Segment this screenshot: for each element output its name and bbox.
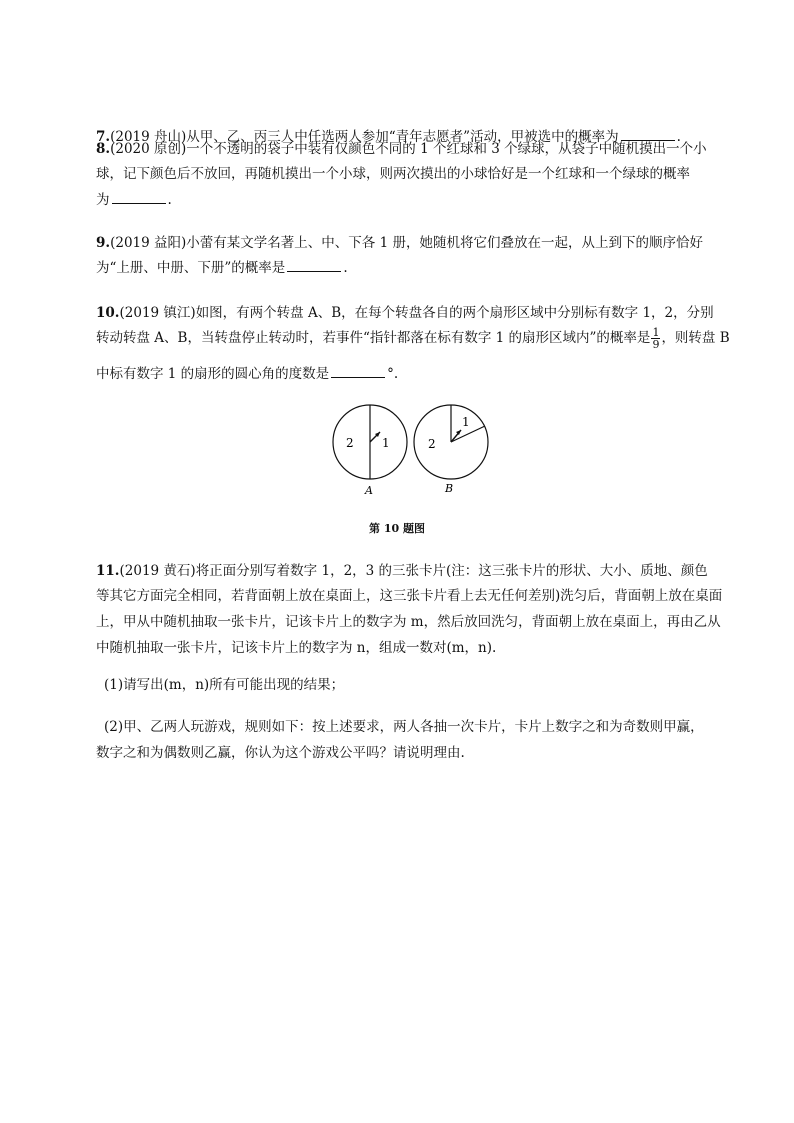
question-11-line2: 等其它方面完全相同，若背面朝上放在桌面上，这三张卡片看上去无任何差别)洗匀后，背面朝上放在桌面 [96,588,723,604]
spinner-a-name: A [365,484,373,497]
question-source: (2019 镇江) [119,305,196,321]
question-text: 小蕾有某文学名著上、中、下各 1 册，她随机将它们叠放在一起，从上到下的顺序恰好 [186,235,703,251]
question-number: 9. [96,235,111,251]
question-8-line2: 球，记下颜色后不放回，再随机摸出一个小球，则两次摸出的小球恰好是一个红球和一个绿球的概率 [96,166,690,182]
spinner-b-label-1: 1 [462,415,470,429]
fraction-numerator: 1 [652,326,660,339]
question-source: (2019 黄石) [119,563,196,579]
question-11-part-1: (1)请写出(m，n)所有可能出现的结果； [104,677,345,693]
spinner-figure [330,402,500,502]
question-11-part-2-line1: (2)甲、乙两人玩游戏，规则如下：按上述要求，两人各抽一次卡片，卡片上数字之和为奇数则甲赢， [104,719,704,735]
question-text: 为“上册、中册、下册”的概率是 [96,260,286,276]
question-text-end: . [676,129,681,145]
spinner-a-label-2: 2 [346,436,354,450]
question-number: 11. [96,563,120,579]
spinner-b-label-2: 2 [428,437,436,451]
question-source: (2019 益阳) [110,235,187,251]
fraction-denominator: 9 [652,338,660,351]
question-11-line1 [96,558,708,585]
question-source: (2020 原创) [110,141,187,157]
question-text: 将正面分别写着数字 1，2，3 的三张卡片(注：这三张卡片的形状、大小、质地、颜色 [195,563,708,579]
question-number: 8. [96,141,111,157]
question-text: ，则转盘 B [661,330,730,346]
answer-blank [112,189,166,204]
question-9-line2 [96,255,348,282]
question-10-line1 [96,300,714,327]
question-text-end: . [343,260,348,276]
answer-blank [287,257,341,272]
spinner-b [414,405,488,495]
question-number: 7. [96,129,111,145]
question-11-line4: 中随机抽取一张卡片，记该卡片上的数字为 n，组成一数对(m，n). [96,640,497,656]
question-11-line3: 上，甲从中随机抽取一张卡片，记该卡片上的数字为 m，然后放回洗匀，背面朝上放在桌面上，再由乙从 [96,614,721,630]
question-number: 10. [96,305,120,321]
question-text: 一个不透明的袋子中装有仅颜色不同的 1 个红球和 3 个绿球，从袋子中随机摸出一个小 [186,141,707,157]
question-11-part-2-line2: 数字之和为偶数则乙赢，你认为这个游戏公平吗？请说明理由. [96,745,465,761]
figure-caption: 第 10 题图 [369,522,425,535]
question-text: 如图，有两个转盘 A、B，在每个转盘各自的两个扇形区域中分别标有数字 1，2，分别 [195,305,714,321]
question-text: 从甲、乙、丙三人中任选两人参加“青年志愿者”活动，甲被选中的概率为 [186,129,619,145]
fraction [651,327,660,350]
question-text: 为 [96,192,110,208]
question-10-line3 [96,361,398,388]
question-text-end: . [167,192,172,208]
question-9-line1 [96,230,703,257]
question-text: 中标有数字 1 的扇形的圆心角的度数是 [96,366,330,382]
answer-blank [331,363,385,378]
spinner-a [333,405,407,497]
question-8-line1 [96,136,707,163]
spinner-a-label-1: 1 [382,436,390,450]
question-8-line3 [96,187,172,214]
question-10-line2 [96,325,730,352]
spinner-b-name: B [445,482,454,495]
question-text: 转动转盘 A、B，当转盘停止转动时，若事件“指针都落在标有数字 1 的扇形区域内”的概率是 [96,330,651,346]
question-text-end: °. [387,366,399,382]
question-source: (2019 舟山) [110,129,187,145]
